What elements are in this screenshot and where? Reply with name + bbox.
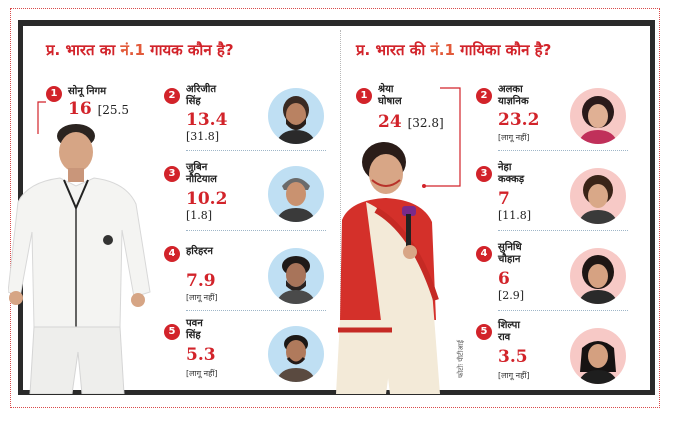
shilpa-rao-avatar <box>570 328 626 384</box>
rank-badge-female-3: 3 <box>476 166 492 182</box>
female-1-name-line2: घोषाल <box>378 96 402 107</box>
male-3-previous: [1.8] <box>186 209 213 222</box>
male-5-name-line2: सिंह <box>186 330 201 341</box>
female-2-previous: [लागू नहीं] <box>498 133 530 142</box>
right-heading-highlight: नं.1 <box>430 41 455 59</box>
male-5-name <box>186 318 203 342</box>
separator <box>186 310 326 311</box>
female-5-name <box>498 320 520 344</box>
sunidhi-chauhan-avatar <box>570 248 626 304</box>
male-3-name-line1: जुबिन <box>186 162 208 173</box>
neha-kakkar-avatar <box>570 168 626 224</box>
shreya-ghoshal-photo <box>336 140 460 394</box>
left-heading-prefix: प्र. भारत का <box>46 41 116 59</box>
rank-badge-female-4: 4 <box>476 246 492 262</box>
photo-credit: फोटोः पीटीआई <box>457 340 465 378</box>
female-4-percent: 6 <box>498 269 510 289</box>
hariharan-avatar <box>268 248 324 304</box>
right-heading-suffix: गायिका कौन है? <box>460 41 552 59</box>
female-1-previous: [32.8] <box>407 116 444 130</box>
male-5-percent: 5.3 <box>186 345 216 365</box>
female-5-name-line1: शिल्पा <box>498 320 520 331</box>
left-heading-highlight: नं.1 <box>120 41 145 59</box>
male-4-name <box>186 246 213 258</box>
female-4-name-line1: सुनिधि <box>498 242 522 253</box>
female-3-name <box>498 162 524 186</box>
female-4-previous: [2.9] <box>498 289 525 302</box>
arijit-singh-avatar <box>268 88 324 144</box>
left-heading <box>46 40 234 60</box>
rank-badge-male-3: 3 <box>164 166 180 182</box>
rank-badge-male-5: 5 <box>164 324 180 340</box>
male-4-percent: 7.9 <box>186 271 216 291</box>
male-2-name-line1: अरिजीत <box>186 84 217 95</box>
right-heading <box>356 40 551 60</box>
female-3-name-line1: नेहा <box>498 162 512 173</box>
separator <box>186 150 326 151</box>
rank-badge-female-5: 5 <box>476 324 492 340</box>
male-3-percent: 10.2 <box>186 189 228 209</box>
male-1-percent-value: 16 <box>68 99 92 119</box>
male-4-name-line1: हरिहरन <box>186 246 213 257</box>
female-1-name-line1: श्रेया <box>378 84 394 95</box>
male-1-previous: [25.5 <box>97 103 129 117</box>
male-3-name <box>186 162 217 186</box>
female-2-name-line1: अलका <box>498 84 523 95</box>
sonu-nigam-photo <box>8 122 158 394</box>
pawan-singh-avatar <box>268 326 324 382</box>
female-5-name-line2: राव <box>498 332 511 343</box>
female-5-previous: [लागू नहीं] <box>498 371 530 380</box>
male-2-percent: 13.4 <box>186 110 228 130</box>
female-4-name-line2: चौहान <box>498 254 521 265</box>
separator <box>498 230 628 231</box>
male-5-name-line1: पवन <box>186 318 203 329</box>
female-3-previous: [11.8] <box>498 209 532 222</box>
female-2-name <box>498 84 529 108</box>
female-1-percent-value: 24 <box>378 112 402 132</box>
rank-badge-female-1: 1 <box>356 88 372 104</box>
rank-badge-male-4: 4 <box>164 246 180 262</box>
rank-badge-female-2: 2 <box>476 88 492 104</box>
male-1-percent <box>68 100 129 119</box>
male-4-previous: [लागू नहीं] <box>186 293 218 302</box>
alka-yagnik-avatar <box>570 88 626 144</box>
male-5-previous: [लागू नहीं] <box>186 369 218 378</box>
male-2-previous: [31.8] <box>186 130 220 143</box>
female-5-percent: 3.5 <box>498 347 528 367</box>
jubin-nautiyal-avatar <box>268 166 324 222</box>
rank-badge-male-1: 1 <box>46 86 62 102</box>
rank-badge-male-2: 2 <box>164 88 180 104</box>
separator <box>498 150 628 151</box>
separator <box>498 310 628 311</box>
female-4-name <box>498 242 522 266</box>
female-3-name-line2: कक्कड़ <box>498 174 525 185</box>
male-2-name-line2: सिंह <box>186 96 201 107</box>
female-2-name-line2: याज्ञनिक <box>498 96 529 107</box>
female-2-percent: 23.2 <box>498 110 540 130</box>
female-1-name <box>378 84 402 108</box>
male-3-name-line2: नौटियाल <box>186 174 217 185</box>
left-heading-suffix: गायक कौन है? <box>150 41 234 59</box>
male-1-name: सोनू निगम <box>68 86 107 97</box>
female-3-percent: 7 <box>498 189 510 209</box>
separator <box>186 230 326 231</box>
right-heading-prefix: प्र. भारत की <box>356 41 426 59</box>
male-2-name <box>186 84 216 108</box>
